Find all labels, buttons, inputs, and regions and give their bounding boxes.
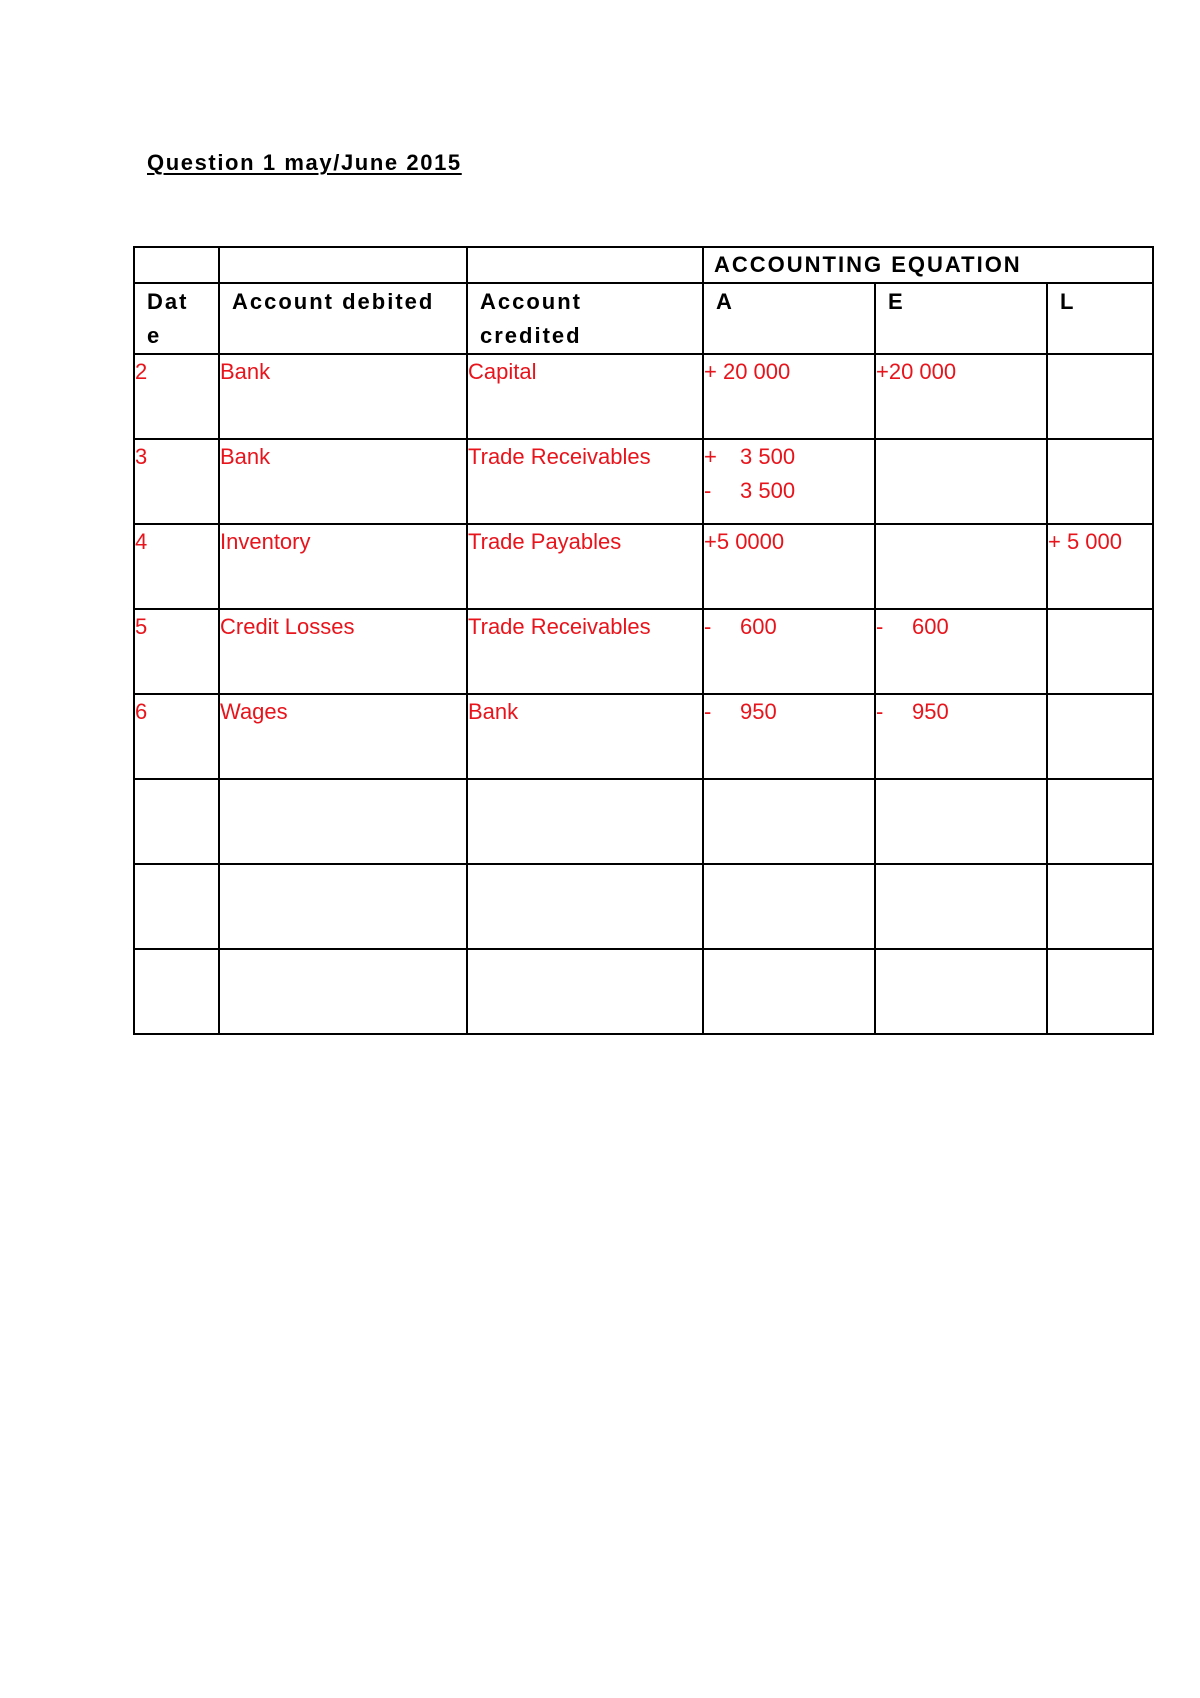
liabilities-column-header: L [1047, 283, 1153, 354]
table-row [134, 524, 1153, 609]
equity-cell: +20 000 [875, 354, 1047, 439]
empty-cell [134, 949, 219, 1034]
table-header-row [134, 283, 1153, 354]
empty-header-cell [467, 247, 703, 283]
empty-header-cell [219, 247, 467, 283]
date-cell: 4 [134, 524, 219, 609]
liabilities-cell [1047, 694, 1153, 779]
sign: + [704, 444, 717, 469]
table-row [134, 694, 1153, 779]
empty-table-row [134, 949, 1153, 1034]
assets-cell [703, 609, 875, 694]
empty-header-cell [134, 247, 219, 283]
empty-cell [1047, 779, 1153, 864]
equity-cell [875, 439, 1047, 524]
assets-cell: +5 0000 [703, 524, 875, 609]
liabilities-cell [1047, 609, 1153, 694]
empty-cell [703, 864, 875, 949]
empty-cell [219, 864, 467, 949]
empty-cell [467, 949, 703, 1034]
liabilities-cell [1047, 439, 1153, 524]
sign: - [704, 478, 712, 503]
account-debited-column-header: Account debited [219, 283, 467, 354]
equity-column-header: E [875, 283, 1047, 354]
assets-line [704, 474, 874, 508]
amount: 950 [740, 699, 777, 724]
date-cell: 3 [134, 439, 219, 524]
account-debited-cell: Bank [219, 354, 467, 439]
assets-column-header: A [703, 283, 875, 354]
empty-cell [875, 949, 1047, 1034]
empty-table-row [134, 779, 1153, 864]
amount: 3 500 [740, 478, 796, 503]
empty-cell [219, 949, 467, 1034]
sign: - [704, 614, 712, 639]
equity-cell [875, 609, 1047, 694]
empty-cell [703, 779, 875, 864]
sign: - [704, 699, 712, 724]
amount: 600 [740, 614, 777, 639]
empty-cell [467, 864, 703, 949]
empty-cell [1047, 864, 1153, 949]
amount: 600 [912, 614, 949, 639]
account-debited-cell: Bank [219, 439, 467, 524]
empty-cell [875, 864, 1047, 949]
equity-cell [875, 524, 1047, 609]
amount: 950 [912, 699, 949, 724]
account-credited-cell: Trade Payables [467, 524, 703, 609]
sign: - [876, 699, 884, 724]
empty-cell [875, 779, 1047, 864]
assets-cell: + 20 000 [703, 354, 875, 439]
empty-cell [1047, 949, 1153, 1034]
date-cell: 6 [134, 694, 219, 779]
account-credited-column-header: Account credited [467, 283, 703, 354]
account-debited-cell: Credit Losses [219, 609, 467, 694]
account-credited-cell: Capital [467, 354, 703, 439]
accounting-equation-header: ACCOUNTING EQUATION [703, 247, 1153, 283]
date-cell: 2 [134, 354, 219, 439]
liabilities-cell: + 5 000 [1047, 524, 1153, 609]
liabilities-cell [1047, 354, 1153, 439]
date-cell: 5 [134, 609, 219, 694]
account-credited-cell: Trade Receivables [467, 609, 703, 694]
account-debited-cell: Inventory [219, 524, 467, 609]
accounting-equation-table [133, 246, 1154, 1035]
empty-cell [134, 779, 219, 864]
sign: - [876, 614, 884, 639]
empty-cell [219, 779, 467, 864]
account-credited-cell: Bank [467, 694, 703, 779]
amount: 3 500 [740, 444, 796, 469]
equity-cell [875, 694, 1047, 779]
table-row [134, 439, 1153, 524]
assets-line [704, 440, 874, 474]
account-debited-cell: Wages [219, 694, 467, 779]
table-row [134, 354, 1153, 439]
empty-cell [134, 864, 219, 949]
table-row [134, 609, 1153, 694]
table-group-header-row [134, 247, 1153, 283]
assets-cell [703, 439, 875, 524]
assets-cell [703, 694, 875, 779]
page-title: Question 1 may/June 2015 [147, 150, 462, 175]
empty-table-row [134, 864, 1153, 949]
date-column-header: Dat e [134, 283, 219, 354]
empty-cell [703, 949, 875, 1034]
empty-cell [467, 779, 703, 864]
account-credited-cell: Trade Receivables [467, 439, 703, 524]
